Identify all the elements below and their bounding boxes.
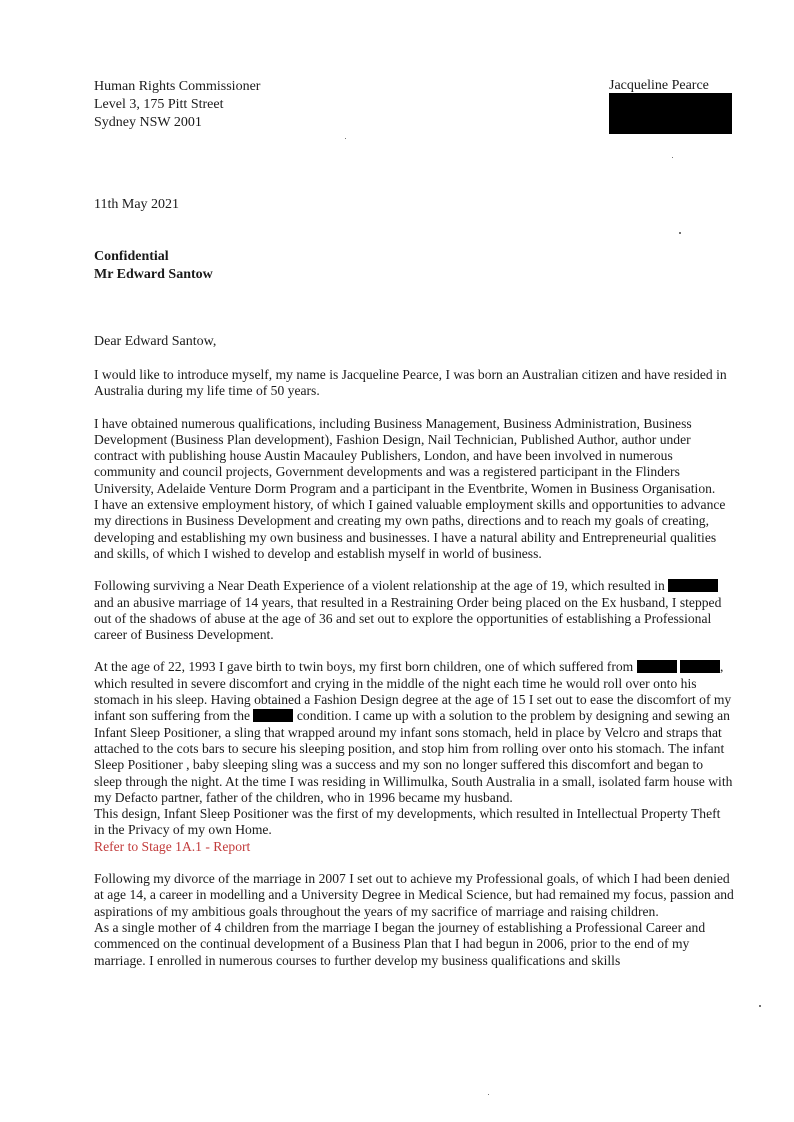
redaction-box: [637, 660, 677, 673]
confidential-block: [94, 248, 213, 284]
report-reference: Refer to Stage 1A.1 - Report: [94, 838, 251, 854]
paragraph-single-mother: As a single mother of 4 children from the marriage I began the journey of establishing a Professional Career and commenced on the continual development of a Business Plan that I had begun in 2006, prior to the end of my marriage. I enrolled in numerous courses to further develop my business qualifications and skills: [94, 919, 706, 968]
recipient-line: Level 3, 175 Pitt Street: [94, 97, 224, 112]
recipient-line: Human Rights Commissioner: [94, 79, 261, 94]
sender-address-redaction: [609, 93, 732, 134]
sender-name: Jacqueline Pearce: [609, 78, 709, 93]
text-segment: Following surviving a Near Death Experience of a violent relationship at the age of 19, which resulted in: [94, 578, 665, 594]
scan-speck: [345, 138, 346, 139]
redaction-box: [668, 579, 718, 592]
redaction-box: [680, 660, 720, 673]
paragraph-introduction: I would like to introduce myself, my name is Jacqueline Pearce, I was born an Australian citizen and have resided in Australia during my life time of 50 years.: [94, 367, 727, 399]
paragraph-ip-theft: This design, Infant Sleep Positioner was the first of my developments, which resulted in Intellectual Property Theft in the Privacy of my own Home.: [94, 806, 721, 838]
confidential-label: Confidential: [94, 249, 169, 264]
scan-speck: [679, 232, 681, 234]
recipient-line: Sydney NSW 2001: [94, 115, 202, 130]
addressee: Mr Edward Santow: [94, 267, 213, 282]
recipient-address: [94, 78, 260, 132]
paragraph-near-death: [94, 578, 734, 643]
paragraph-employment: I have an extensive employment history, of which I gained valuable employment skills and opportunities to advance my directions in Business Development and creating my own paths, directions and to reach my goals of creating, developing and establishing my own business and businesses. I have a natural ability and Entrepreneurial qualities and skills, of which I wished to develop and establish myself in world of business.: [94, 497, 726, 561]
scan-speck: [759, 1005, 761, 1007]
text-segment: At the age of 22, 1993 I gave birth to twin boys, my first born children, one of which suffered from: [94, 659, 634, 675]
scan-speck: [672, 157, 673, 158]
scan-speck: [488, 1094, 489, 1095]
salutation: Dear Edward Santow,: [94, 334, 217, 349]
paragraph-divorce: Following my divorce of the marriage in 2007 I set out to achieve my Professional goals, of which I had been denied at age 14, a career in modelling and a University Degree in Medical Science, but had remained my focus, passion and aspirations of my ambitious goals throughout the years of my sacrifice of marriage and raising children.: [94, 871, 734, 919]
text-segment: , which resulted in severe discomfort and crying in the middle of the night each time he would roll over onto his stomach in his sleep. Having obtained a Fashion Design degree at the age of 15 I set out to ease the discomfort of my infant son suffering from the: [94, 659, 732, 724]
text-segment: condition. I came up with a solution to the problem by designing and sewing an Infant Sleep Positioner, a sling that wrapped around my infant sons stomach, held in place by Velcro and straps that attached to the cots bars to secure his sleeping position, and stop him from rolling over onto his stomach. The infant Sleep Positioner , baby sleeping sling was a success and my son no longer suffered this discomfort and began to sleep through the night. At the time I was residing in Willimulka, South Australia in a small, isolated farm house with my Defacto partner, father of the children, who in 1996 became my husband.: [94, 708, 733, 805]
redaction-box: [253, 709, 293, 722]
letter-body: [94, 367, 734, 969]
paragraph-sleep-positioner: [94, 659, 734, 806]
text-segment: and an abusive marriage of 14 years, that resulted in a Restraining Order being placed on the Ex husband, I stepped out of the shadows of abuse at the age of 36 and set out to explore the opportunities of establishing a Professional career of Business Development.: [94, 594, 722, 643]
letter-date: 11th May 2021: [94, 197, 180, 212]
paragraph-qualifications: I have obtained numerous qualifications, including Business Management, Business Administration, Business Development (Business Plan development), Fashion Design, Nail Technician, Published Author, author under contract with publishing house Austin Macauley Publishers, London, and have been involved in numerous community and council projects, Government developments and was a registered participant in the Flinders University, Adelaide Venture Dorm Program and a participant in the Eventbrite, Women in Business Organisation.: [94, 415, 716, 496]
